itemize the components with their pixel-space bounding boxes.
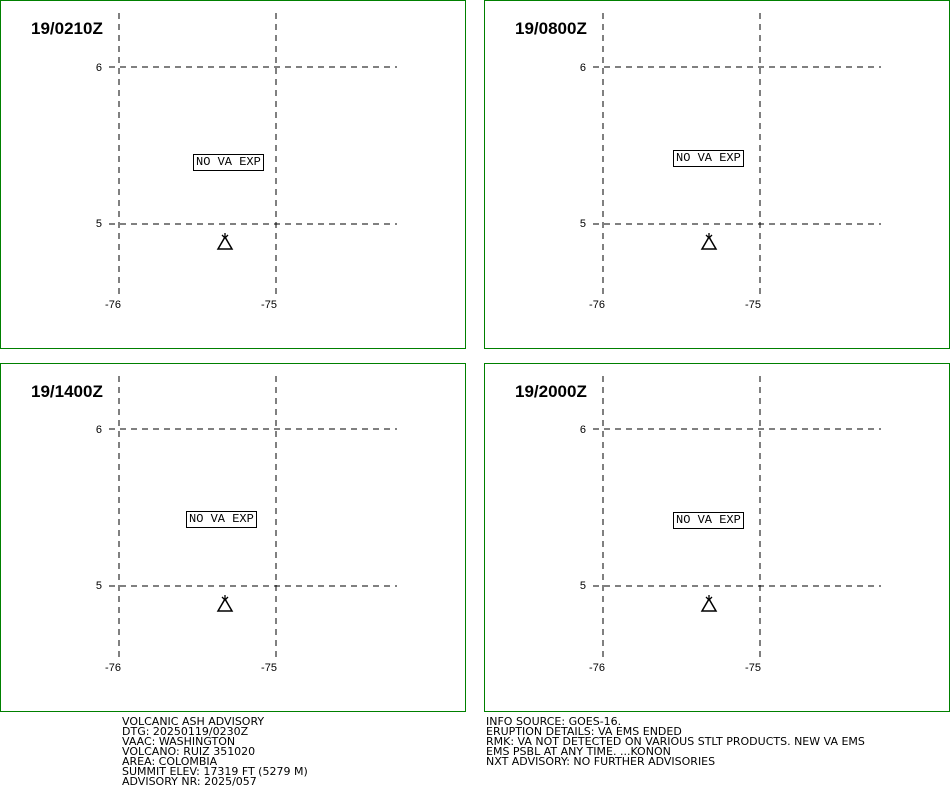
lon-tick-76: -76 xyxy=(589,662,605,674)
lat-tick-6: 6 xyxy=(579,62,586,74)
advisory-header-text xyxy=(122,717,308,787)
lat-tick-5: 5 xyxy=(95,218,102,230)
lon-tick-76: -76 xyxy=(589,299,605,311)
lon-tick-75: -75 xyxy=(745,299,761,311)
lat-tick-6: 6 xyxy=(95,424,102,436)
map-panel-4 xyxy=(484,363,950,712)
advisory-line: VOLCANIC ASH ADVISORY xyxy=(122,715,265,728)
advisory-line: NXT ADVISORY: NO FURTHER ADVISORIES xyxy=(486,755,716,768)
advisory-line: VAAC: WASHINGTON xyxy=(122,735,236,748)
lon-tick-75: -75 xyxy=(745,662,761,674)
advisory-line: DTG: 20250119/0230Z xyxy=(122,725,249,738)
map-grid xyxy=(1,364,467,713)
map-grid xyxy=(1,1,467,350)
advisory-details-text xyxy=(486,717,865,767)
panel-time: 19/0800Z xyxy=(515,19,587,38)
map-panel-1 xyxy=(0,0,466,349)
advisory-line: ERUPTION DETAILS: VA EMS ENDED xyxy=(486,725,682,738)
advisory-line: VOLCANO: RUIZ 351020 xyxy=(122,745,256,758)
volcano-triangle-icon xyxy=(702,233,716,249)
map-panel-3 xyxy=(0,363,466,712)
lat-tick-5: 5 xyxy=(95,580,102,592)
no-va-expected-label: NO VA EXP xyxy=(673,512,744,529)
map-grid xyxy=(485,1,950,350)
panel-time: 19/2000Z xyxy=(515,382,587,401)
advisory-line: INFO SOURCE: GOES-16. xyxy=(486,715,622,728)
advisory-line: RMK: VA NOT DETECTED ON VARIOUS STLT PRODUCTS. NEW VA EMS xyxy=(486,735,865,748)
advisory-line: AREA: COLOMBIA xyxy=(122,755,218,768)
lon-tick-76: -76 xyxy=(105,662,121,674)
map-panel-2 xyxy=(484,0,950,349)
lat-tick-5: 5 xyxy=(579,580,586,592)
lat-tick-6: 6 xyxy=(95,62,102,74)
map-grid xyxy=(485,364,950,713)
lon-tick-75: -75 xyxy=(261,299,277,311)
volcano-triangle-icon xyxy=(218,595,232,611)
advisory-line: SUMMIT ELEV: 17319 FT (5279 M) xyxy=(122,765,308,778)
volcano-triangle-icon xyxy=(702,595,716,611)
lon-tick-75: -75 xyxy=(261,662,277,674)
lon-tick-76: -76 xyxy=(105,299,121,311)
panel-time: 19/0210Z xyxy=(31,19,103,38)
lat-tick-5: 5 xyxy=(579,218,586,230)
no-va-expected-label: NO VA EXP xyxy=(673,150,744,167)
panel-time: 19/1400Z xyxy=(31,382,103,401)
advisory-line: EMS PSBL AT ANY TIME. ...KONON xyxy=(486,745,671,758)
lat-tick-6: 6 xyxy=(579,424,586,436)
advisory-line: ADVISORY NR: 2025/057 xyxy=(122,775,257,788)
no-va-expected-label: NO VA EXP xyxy=(193,154,264,171)
volcano-triangle-icon xyxy=(218,233,232,249)
no-va-expected-label: NO VA EXP xyxy=(186,511,257,528)
